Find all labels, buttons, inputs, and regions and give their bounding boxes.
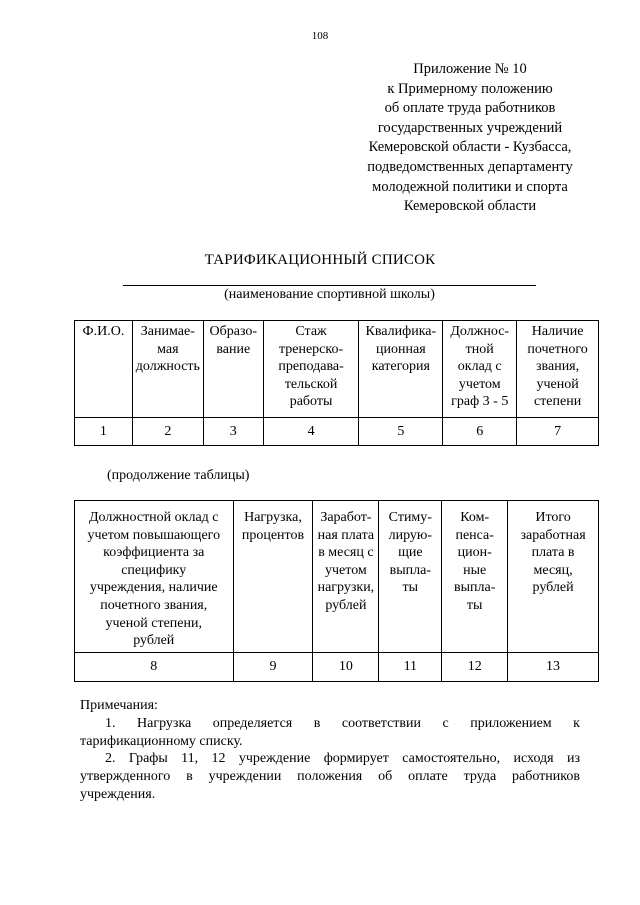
header-text-line: ционная [376, 341, 426, 357]
header-text-line: лирую- [388, 527, 433, 543]
header-text-line: почетного [527, 341, 588, 357]
header-text-line: ные [463, 562, 487, 578]
header-text-line: Наличие [531, 324, 584, 339]
header-text-line: рублей [133, 633, 175, 649]
appendix-line: Приложение № 10 [413, 61, 527, 77]
header-text-line: вание [216, 341, 251, 357]
header-cell [443, 321, 517, 418]
appendix-line: Кемеровской области - Кузбасса, [368, 139, 572, 156]
tariff-table-part1 [74, 320, 599, 446]
header-text-line: учетом повышающего [87, 527, 221, 543]
appendix-line: государственных учреждений [377, 119, 563, 136]
header-text-line: процентов [241, 527, 305, 543]
header-text-line: коэффициента за [103, 545, 205, 561]
column-number: 12 [442, 653, 508, 682]
column-number: 1 [75, 418, 133, 446]
header-text-line: выпла- [454, 580, 496, 596]
column-number: 3 [203, 418, 263, 446]
header-text-line: Ком- [460, 510, 490, 525]
column-number: 8 [75, 653, 234, 682]
header-text-line: оклад с [457, 359, 502, 375]
note-2-line: утвержденного в учреждении положения об оплате труда работников [80, 769, 580, 785]
header-text-line: плата в [531, 545, 575, 561]
appendix-line: молодежной политики и спорта [372, 178, 568, 195]
header-text-line: граф 3 - 5 [451, 394, 509, 410]
header-text-line: должность [135, 359, 200, 375]
header-text-line: нагрузки, [317, 580, 375, 596]
header-text-line: тренерско- [278, 341, 344, 357]
appendix-line: подведомственных департаменту [367, 158, 573, 175]
header-text-line: степени [533, 394, 582, 410]
header-text-line: пенса- [455, 527, 494, 543]
continuation-label: (продолжение таблицы) [107, 468, 250, 483]
header-text-line: Стаж [295, 324, 327, 339]
header-text-line: рублей [325, 597, 367, 613]
column-number: 7 [517, 418, 599, 446]
header-text-line: звания, [536, 359, 580, 375]
header-cell [442, 501, 508, 653]
table-number-row [75, 653, 599, 682]
header-cell [233, 501, 313, 653]
header-cell [75, 321, 133, 418]
column-number: 4 [263, 418, 359, 446]
note-1-line: тарификационному списку. [80, 733, 243, 749]
column-number: 5 [359, 418, 443, 446]
column-number: 11 [379, 653, 442, 682]
appendix-line: об оплате труда работников [384, 100, 556, 117]
header-text-line: Должнос- [450, 324, 510, 339]
column-number: 9 [233, 653, 313, 682]
header-text-line: месяц, [533, 562, 573, 578]
appendix-header [350, 60, 590, 217]
notes-section [80, 697, 580, 804]
header-text-line: ты [466, 597, 483, 613]
note-2-line: 2. Графы 11, 12 учреждение формирует самостоятельно, исходя из [105, 751, 580, 767]
header-text-line: Образо- [209, 324, 258, 339]
school-name-line [123, 285, 536, 286]
header-text-line: рублей [532, 580, 574, 596]
header-text-line: учетом [458, 376, 501, 392]
note-2-line: учреждения. [80, 786, 156, 802]
header-text-line: ученой степени, [105, 615, 202, 631]
notes-heading: Примечания: [80, 698, 158, 713]
table-header-row [75, 501, 599, 653]
column-number: 2 [132, 418, 203, 446]
header-text-line: работы [289, 394, 333, 410]
header-text-line: учреждения, наличие [89, 580, 218, 596]
document-title: ТАРИФИКАЦИОННЫЙ СПИСОК [204, 252, 436, 268]
header-text-line: выпла- [389, 562, 431, 578]
header-text-line: ты [402, 580, 419, 596]
tariff-table-part2 [74, 500, 599, 682]
header-text-line: категория [371, 359, 430, 375]
appendix-line: Кемеровской области [403, 198, 537, 215]
header-text-line: цион- [457, 545, 492, 561]
header-text-line: Должностной оклад с [88, 510, 219, 525]
column-number: 13 [508, 653, 599, 682]
header-text-line: учетом [325, 562, 367, 578]
school-name-caption: (наименование спортивной школы) [224, 287, 435, 302]
header-text-line: мая [157, 341, 179, 357]
header-text-line: преподава- [278, 359, 344, 375]
header-text-line: заработная [520, 527, 586, 543]
header-cell [517, 321, 599, 418]
header-cell [379, 501, 442, 653]
header-text-line: специфику [121, 562, 187, 578]
header-text-line: Квалифика- [365, 324, 437, 339]
header-text-line: ученой [536, 376, 579, 392]
header-cell [508, 501, 599, 653]
header-text-line: щие [398, 545, 423, 561]
header-text-line: ная плата [317, 527, 375, 543]
header-text-line: тной [465, 341, 494, 357]
header-cell [313, 501, 379, 653]
note-1-line: 1. Нагрузка определяется в соответствии с приложением к [105, 715, 580, 731]
column-number: 6 [443, 418, 517, 446]
header-text-line: Итого [535, 510, 571, 525]
header-text-line: Стиму- [388, 510, 432, 525]
header-text-line: Нагрузка, [244, 510, 302, 525]
header-text-line: Заработ- [320, 510, 372, 525]
table-header-row [75, 321, 599, 418]
header-cell [359, 321, 443, 418]
header-text-line: тельской [284, 376, 338, 392]
header-text-line: Ф.И.О. [82, 324, 125, 339]
header-text-line: в месяц с [318, 545, 374, 561]
header-text-line: почетного звания, [100, 597, 208, 613]
table-number-row [75, 418, 599, 446]
header-cell [203, 321, 263, 418]
header-text-line: Занимае- [140, 324, 195, 339]
page-number: 108 [311, 30, 329, 42]
header-cell [132, 321, 203, 418]
header-cell [263, 321, 359, 418]
header-cell [75, 501, 234, 653]
appendix-line: к Примерному положению [387, 80, 553, 97]
column-number: 10 [313, 653, 379, 682]
